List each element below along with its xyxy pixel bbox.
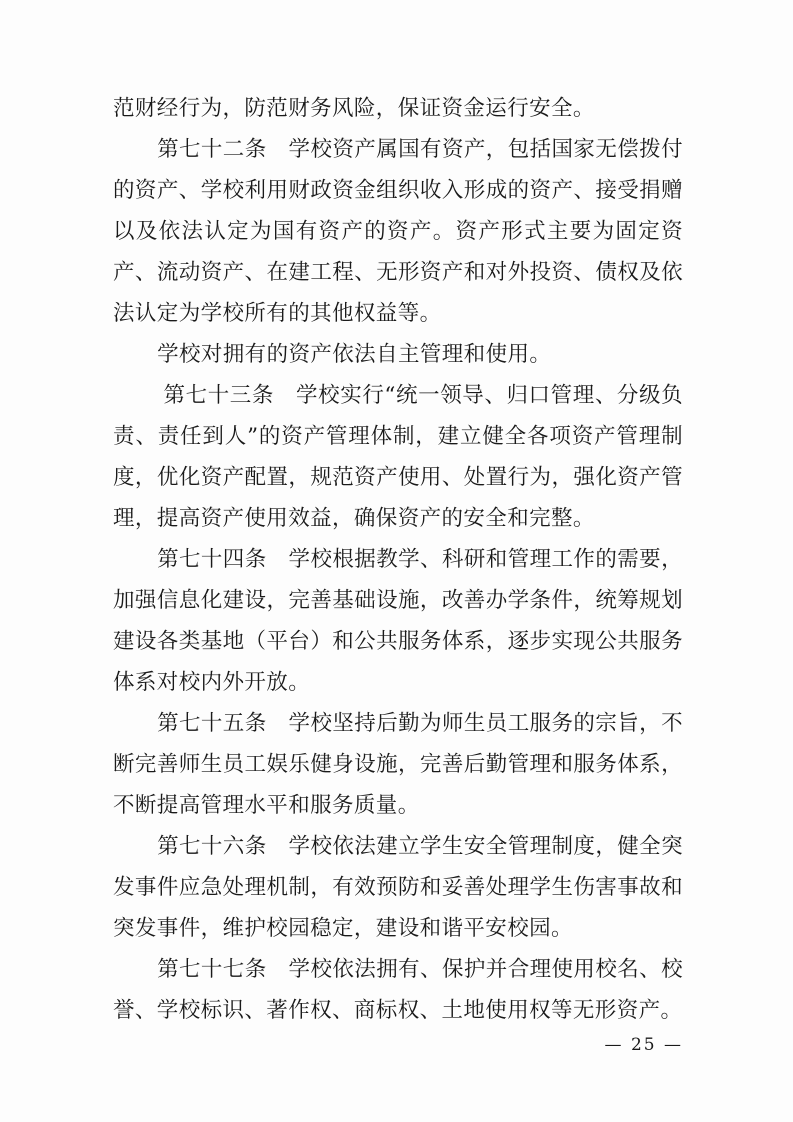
paragraph-article-74: 第七十四条 学校根据教学、科研和管理工作的需要，加强信息化建设，完善基础设施，改善办学条件，统筹规划建设各类基地（平台）和公共服务体系，逐步实现公共服务体系对校内外开放。	[113, 547, 683, 695]
paragraph-article-73: 第七十三条 学校实行“统一领导、归口管理、分级负责、责任到人”的资产管理体制，建立健全各项资产管理制度，优化资产配置，规范资产使用、处置行为，强化资产管理，提高资产使用效益，确保资产的安全和完整。	[113, 383, 683, 531]
page-number: — 25 —	[604, 1035, 683, 1055]
paragraph-article-72-second: 学校对拥有的资产依法自主管理和使用。	[157, 342, 552, 367]
paragraph-article-77: 第七十七条 学校依法拥有、保护并合理使用校名、校誉、学校标识、著作权、商标权、土地使用权等无形资产。	[113, 957, 683, 1023]
paragraph-article-76: 第七十六条 学校依法建立学生安全管理制度，健全突发事件应急处理机制，有效预防和妥善处理学生伤害事故和突发事件，维护校园稳定，建设和谐平安校园。	[113, 834, 683, 941]
paragraph-article-72: 第七十二条 学校资产属国有资产，包括国家无偿拨付的资产、学校利用财政资金组织收入形成的资产、接受捐赠以及依法认定为国有资产的资产。资产形式主要为固定资产、流动资产、在建工程、无形资产和对外投资、债权及依法认定为学校所有的其他权益等。	[113, 137, 683, 326]
page-body-text	[113, 88, 683, 1031]
paragraph-continuation: 范财经行为，防范财务风险，保证资金运行安全。	[113, 96, 595, 121]
paragraph-article-75: 第七十五条 学校坚持后勤为师生员工服务的宗旨，不断完善师生员工娱乐健身设施，完善后勤管理和服务体系，不断提高管理水平和服务质量。	[113, 711, 683, 818]
